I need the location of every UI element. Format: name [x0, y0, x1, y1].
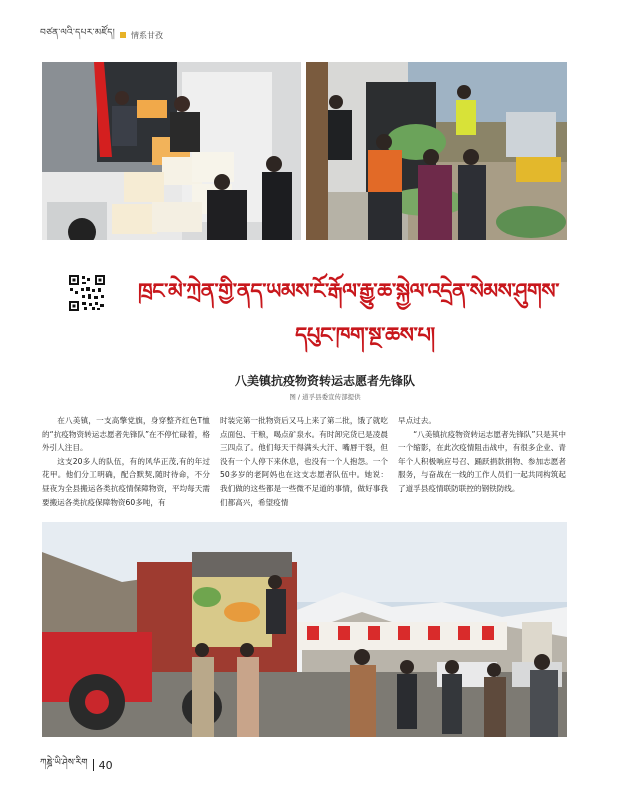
- photo-truck-snowy-town: [42, 522, 567, 737]
- paragraph: 在八美镇，一支高擎党旗，身穿整齐红色T恤的“抗疫物资转运志愿者先锋队”在不停忙碌着，格外引人注目。: [42, 416, 210, 453]
- tibetan-title-line-2: དཔུང་ཁག་སྔ་ཆས་པ།: [295, 322, 435, 347]
- qr-code: [68, 274, 106, 312]
- footer-divider: [93, 759, 94, 771]
- photo-unloading-vegetables: [306, 62, 567, 240]
- chinese-title: 八美镇抗疫物资转运志愿者先锋队: [234, 374, 415, 388]
- body-column-1: [42, 414, 210, 509]
- header-color-mark: [120, 32, 126, 38]
- page-footer: [40, 756, 113, 774]
- footer-magazine-name: ཀཎྜེ་ཡི་ཤེས་རིག: [40, 757, 88, 768]
- paragraph: 这支20多人的队伍，有的风华正茂,有的年过花甲。他们分工明确，配合默契,随时待命，不分昼夜为全县搬运各类抗疫情保障物资，平均每天需要搬运各类抗疫保障物资60多吨，有: [42, 456, 210, 507]
- photo-loading-boxes: [42, 62, 301, 240]
- page-number: 40: [98, 758, 113, 772]
- paragraph: 早点过去。: [398, 416, 436, 425]
- page-header: [40, 28, 163, 42]
- header-column-name: 情系甘孜: [131, 30, 164, 40]
- paragraph: “八美镇抗疫物资转运志愿者先锋队”只是其中一个缩影，在此次疫情阻击战中，有很多企业、青年个人积极响应号召、踊跃捐款捐物、参加志愿者服务，与奋战在一线的工作人员们一起共同构筑起了道孚县疫情联防联控的钢铁防线。: [398, 429, 566, 493]
- tibetan-title-line-1: ཁྲང་མེ་ཀྲེན་གྱི་ནད་ཡམས་ངོ་རྒོལ་རྒྱུ་ཆ་སྐྱེལ་འདྲེན་སེམས་ཤུགས་: [138, 278, 560, 303]
- body-column-2: [220, 414, 388, 509]
- header-tibetan: བཙན་ལའི་དཔར་མཛོད།: [40, 27, 116, 38]
- body-column-3: [398, 414, 566, 496]
- paragraph: 时装完第一批物资后又马上来了第二批，饿了就吃点面包、干粮，喝点矿泉水。有时卸完货已是凌晨三四点了。他们每天干得满头大汗、嘴唇干裂，但没有一个人停下来休息，也没有一个人抱怨。一个50多岁的老阿妈也在这支志愿者队伍中。她说：我们做的这些都是一些微不足道的事情，做好事我们都高兴，希望疫情: [220, 416, 388, 507]
- photo-credit: 图 / 道孚县委宣传部提供: [289, 393, 361, 401]
